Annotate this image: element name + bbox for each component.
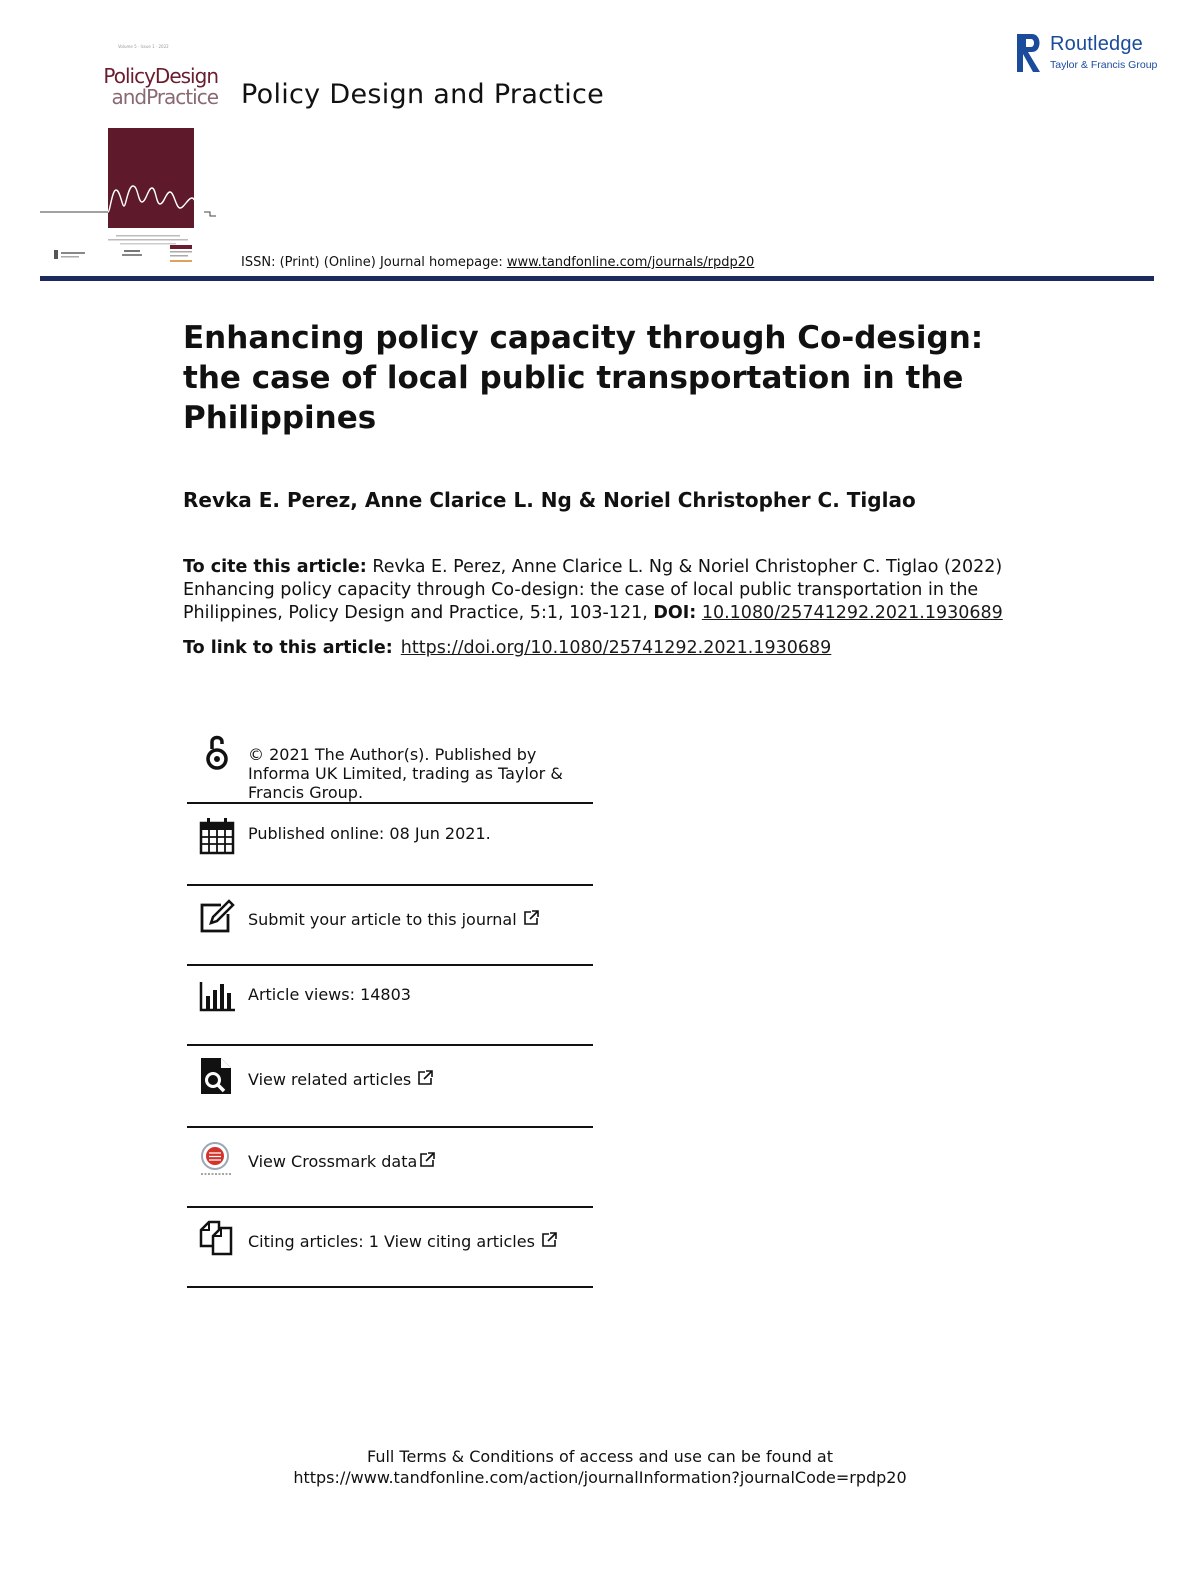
open-access-icon bbox=[197, 732, 237, 772]
article-doi-url[interactable]: https://doi.org/10.1080/25741292.2021.1930689 bbox=[400, 638, 832, 658]
article-link-block bbox=[183, 638, 831, 658]
external-link-icon bbox=[541, 1232, 557, 1248]
related-articles-label: View related articles bbox=[248, 1070, 412, 1089]
bar-chart-icon bbox=[197, 976, 237, 1016]
cover-title-line1: PolicyDesign bbox=[103, 64, 218, 88]
cover-title-line2: andPractice bbox=[111, 85, 218, 109]
cover-publisher-logos bbox=[52, 244, 222, 266]
citation-block bbox=[183, 556, 1023, 625]
doi-label: DOI: bbox=[653, 603, 697, 623]
crossmark-link[interactable] bbox=[248, 1152, 593, 1171]
external-link-icon bbox=[523, 910, 539, 926]
article-title: Enhancing policy capacity through Co-design: the case of local public transportation in the Philippines bbox=[183, 320, 984, 436]
external-link-icon bbox=[417, 1070, 433, 1086]
article-authors: Revka E. Perez, Anne Clarice L. Ng & Noriel Christopher C. Tiglao bbox=[183, 488, 916, 512]
journal-homepage-link[interactable]: www.tandfonline.com/journals/rpdp20 bbox=[506, 255, 755, 270]
divider bbox=[187, 802, 593, 804]
terms-line: Full Terms & Conditions of access and use can be found at bbox=[366, 1447, 834, 1466]
doi-link[interactable]: 10.1080/25741292.2021.1930689 bbox=[701, 603, 1003, 623]
license-text: © 2021 The Author(s). Published by Informa UK Limited, trading as Taylor & Francis Group. bbox=[248, 745, 563, 802]
header-divider bbox=[40, 276, 1154, 281]
divider bbox=[187, 1126, 593, 1128]
published-date-text: Published online: 08 Jun 2021. bbox=[248, 824, 491, 843]
terms-url[interactable]: https://www.tandfonline.com/action/journalInformation?journalCode=rpdp20 bbox=[293, 1468, 907, 1487]
search-document-icon bbox=[197, 1056, 237, 1096]
edit-icon bbox=[197, 896, 237, 936]
cover-skyline-line bbox=[38, 172, 220, 222]
divider bbox=[187, 1286, 593, 1288]
submit-article-link[interactable] bbox=[248, 910, 593, 929]
divider bbox=[187, 1044, 593, 1046]
crossmark-icon bbox=[197, 1140, 237, 1180]
publisher-name: Routledge bbox=[1050, 33, 1143, 55]
routledge-r-icon bbox=[1014, 32, 1046, 74]
cite-text: Revka E. Perez, Anne Clarice L. Ng & Noriel Christopher C. Tiglao (2022) Enhancing policy capacity through Co-design: the case of local public transportation in the Philippines, Policy Design and Practice, 5:1, 103-121, bbox=[183, 557, 1003, 623]
issn-text: ISSN: (Print) (Online) Journal homepage: bbox=[241, 255, 507, 270]
issn-line bbox=[241, 255, 754, 270]
publisher-subtitle: Taylor & Francis Group bbox=[1050, 59, 1158, 71]
terms-footer bbox=[0, 1446, 1200, 1488]
divider bbox=[187, 964, 593, 966]
cover-title bbox=[78, 66, 218, 108]
citing-articles-label: Citing articles: 1 View citing articles bbox=[248, 1232, 535, 1251]
divider bbox=[187, 1206, 593, 1208]
citing-articles-link[interactable] bbox=[248, 1232, 593, 1251]
crossmark-label: View Crossmark data bbox=[248, 1152, 418, 1171]
cover-tagline: Volume 5 · Issue 1 · 2022 bbox=[118, 44, 169, 49]
article-views-text: Article views: 14803 bbox=[248, 985, 411, 1004]
journal-name: Policy Design and Practice bbox=[241, 79, 605, 110]
publisher-logo bbox=[1014, 32, 1164, 76]
calendar-icon bbox=[197, 816, 237, 856]
external-link-icon bbox=[419, 1152, 435, 1168]
submit-article-label: Submit your article to this journal bbox=[248, 910, 517, 929]
journal-cover-thumbnail bbox=[38, 38, 220, 268]
link-label: To link to this article: bbox=[183, 638, 393, 658]
citing-articles-icon bbox=[197, 1218, 237, 1258]
related-articles-link[interactable] bbox=[248, 1070, 593, 1089]
cite-label: To cite this article: bbox=[183, 557, 367, 577]
divider bbox=[187, 884, 593, 886]
